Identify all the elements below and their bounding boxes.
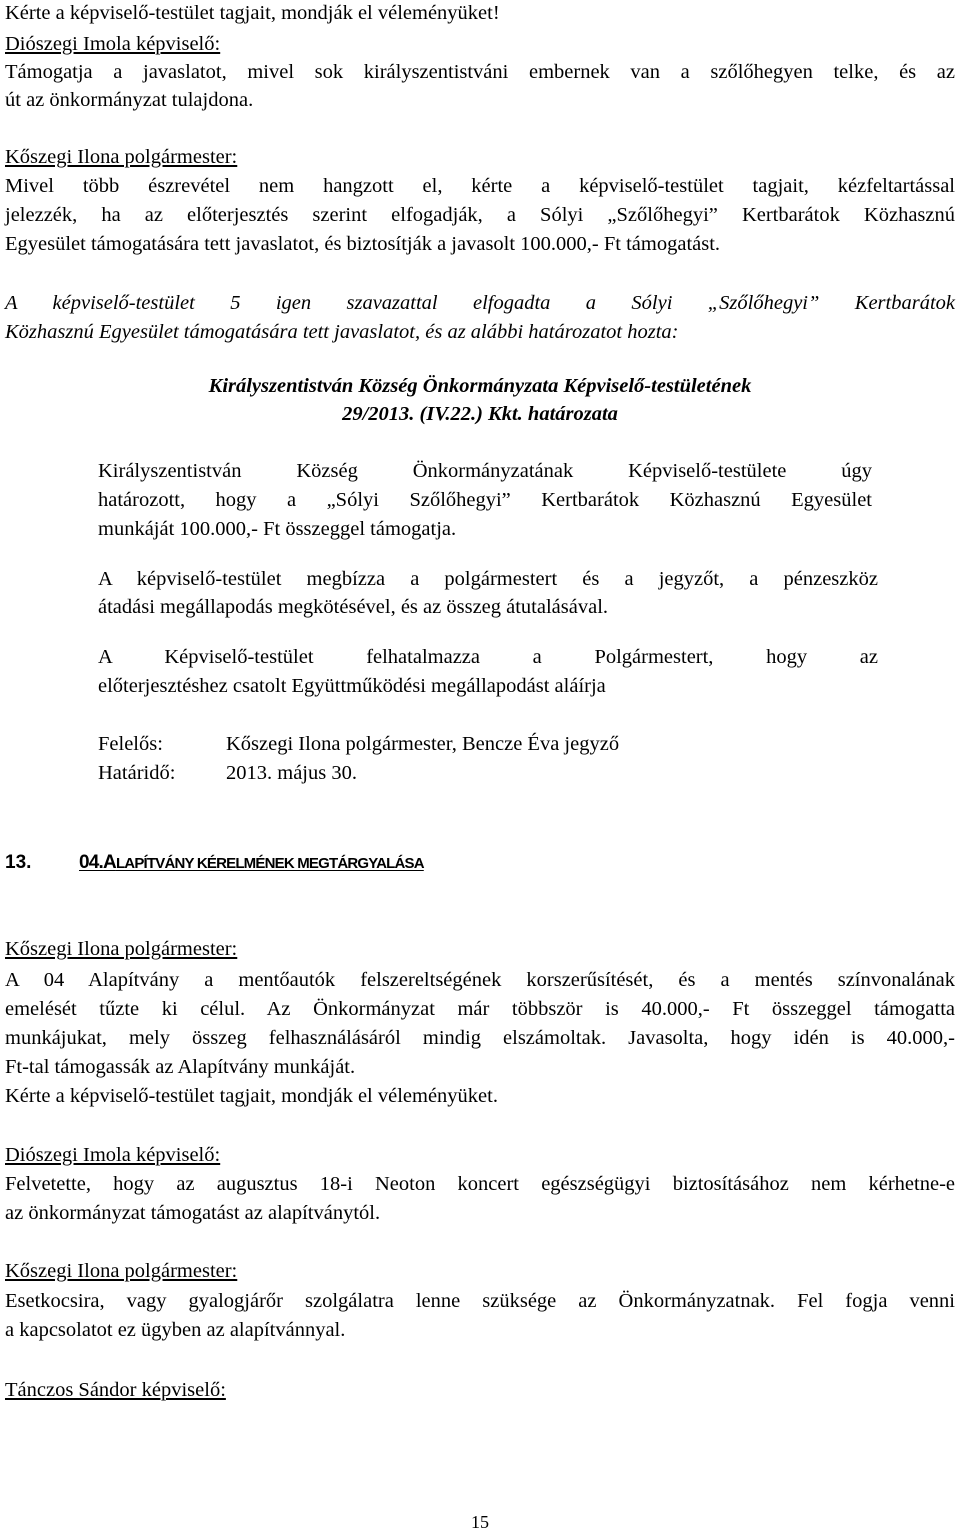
speaker-name: Diószegi Imola képviselő: bbox=[5, 33, 221, 55]
text-line: Kérte a képviselő-testület tagjait, mondják el véleményüket! bbox=[5, 2, 500, 24]
speaker-label bbox=[5, 1258, 955, 1284]
text-line: a kapcsolatot ez ügyben az alapítvánnyal. bbox=[5, 1319, 346, 1341]
speaker-name: Tánczos Sándor képviselő: bbox=[5, 1379, 226, 1401]
speaker-label bbox=[5, 936, 955, 962]
speaker-name: Kőszegi Ilona polgármester: bbox=[5, 938, 238, 960]
speaker-name: Diószegi Imola képviselő: bbox=[5, 1144, 221, 1166]
text-line: Felvetette, hogy az augusztus 18-i Neoton koncert egészségügyi biztosításához nem kérhetne-e bbox=[5, 1173, 955, 1195]
resolution-text: A képviselő-testület megbízza a polgármestert és a jegyzőt, a pénzeszköz bbox=[98, 568, 878, 590]
text-line: munkájukat, mely összeg felhasználásáról mindig elszámoltak. Javasolta, hogy idén is 40.000,- bbox=[5, 1027, 955, 1049]
text-line: Ft-tal támogassák az Alapítvány munkáját. bbox=[5, 1056, 356, 1078]
text-line: Esetkocsira, vagy gyalogjárőr szolgálatra lenne szüksége az Önkormányzatnak. Fel fogja venni bbox=[5, 1290, 955, 1312]
agenda-title-initial: A bbox=[103, 852, 116, 873]
agenda-number: 13. bbox=[5, 852, 32, 873]
speaker-label bbox=[5, 31, 955, 57]
text-line: út az önkormányzat tulajdona. bbox=[5, 89, 254, 111]
resolution-text: előterjesztéshez csatolt Együttműködési megállapodást aláírja bbox=[98, 675, 606, 697]
deadline-value: 2013. május 30. bbox=[226, 762, 357, 784]
resolution-intro: A képviselő-testület 5 igen szavazattal elfogadta a Sólyi „Szőlőhegyi” Kertbarátok bbox=[5, 292, 955, 314]
text-line: Kérte a képviselő-testület tagjait, mondják el véleményüket. bbox=[5, 1085, 498, 1107]
resolution-text: munkáját 100.000,- Ft összeggel támogatja. bbox=[98, 518, 457, 540]
text-line: az önkormányzat támogatást az alapítványtól. bbox=[5, 1202, 381, 1224]
speaker-name: Kőszegi Ilona polgármester: bbox=[5, 1260, 238, 1282]
speaker-label bbox=[5, 1142, 955, 1168]
resolution-text: átadási megállapodás megkötésével, és az összeg átutalásával. bbox=[98, 596, 609, 618]
text-line: jelezzék, ha az előterjesztés szerint elfogadják, a Sólyi „Szőlőhegyi” Kertbarátok Közhasznú bbox=[5, 204, 955, 226]
responsible-value: Kőszegi Ilona polgármester, Bencze Éva jegyző bbox=[226, 733, 620, 755]
text-line: Támogatja a javaslatot, mivel sok királyszentistváni embernek van a szőlőhegyen telke, és az bbox=[5, 61, 955, 83]
resolution-text: A Képviselő-testület felhatalmazza a Polgármestert, hogy az bbox=[98, 646, 878, 668]
responsible-label: Felelős: bbox=[98, 733, 163, 755]
resolution-title: Királyszentistván Község Önkormányzata Képviselő-testületének bbox=[208, 375, 752, 397]
resolution-number: 29/2013. (IV.22.) Kkt. határozata bbox=[342, 403, 618, 425]
agenda-title-rest: LAPÍTVÁNY KÉRELMÉNEK MEGTÁRGYALÁSA bbox=[115, 855, 424, 872]
page-number: 15 bbox=[471, 1512, 489, 1532]
speaker-label bbox=[5, 1377, 955, 1403]
resolution-text: Királyszentistván Község Önkormányzatának Képviselő-testülete úgy bbox=[98, 460, 872, 482]
text-line: Mivel több észrevétel nem hangzott el, kérte a képviselő-testület tagjait, kézfeltartással bbox=[5, 175, 955, 197]
speaker-name: Kőszegi Ilona polgármester: bbox=[5, 146, 238, 168]
resolution-intro: Közhasznú Egyesület támogatására tett javaslatot, és az alábbi határozatot hozta: bbox=[5, 321, 679, 343]
agenda-code: 04. bbox=[79, 852, 104, 873]
text-line: emelését tűzte ki célul. Az Önkormányzat már többször is 40.000,- Ft összeggel támogatta bbox=[5, 998, 955, 1020]
deadline-label: Határidő: bbox=[98, 762, 176, 784]
resolution-text: határozott, hogy a „Sólyi Szőlőhegyi” Kertbarátok Közhasznú Egyesület bbox=[98, 489, 872, 511]
agenda-title bbox=[79, 850, 424, 877]
text-line: A 04 Alapítvány a mentőautók felszereltségének korszerűsítését, és a mentés színvonalának bbox=[5, 969, 955, 991]
text-line: Egyesület támogatására tett javaslatot, és biztosítják a javasolt 100.000,- Ft támogatást. bbox=[5, 233, 721, 255]
speaker-label bbox=[5, 144, 955, 170]
